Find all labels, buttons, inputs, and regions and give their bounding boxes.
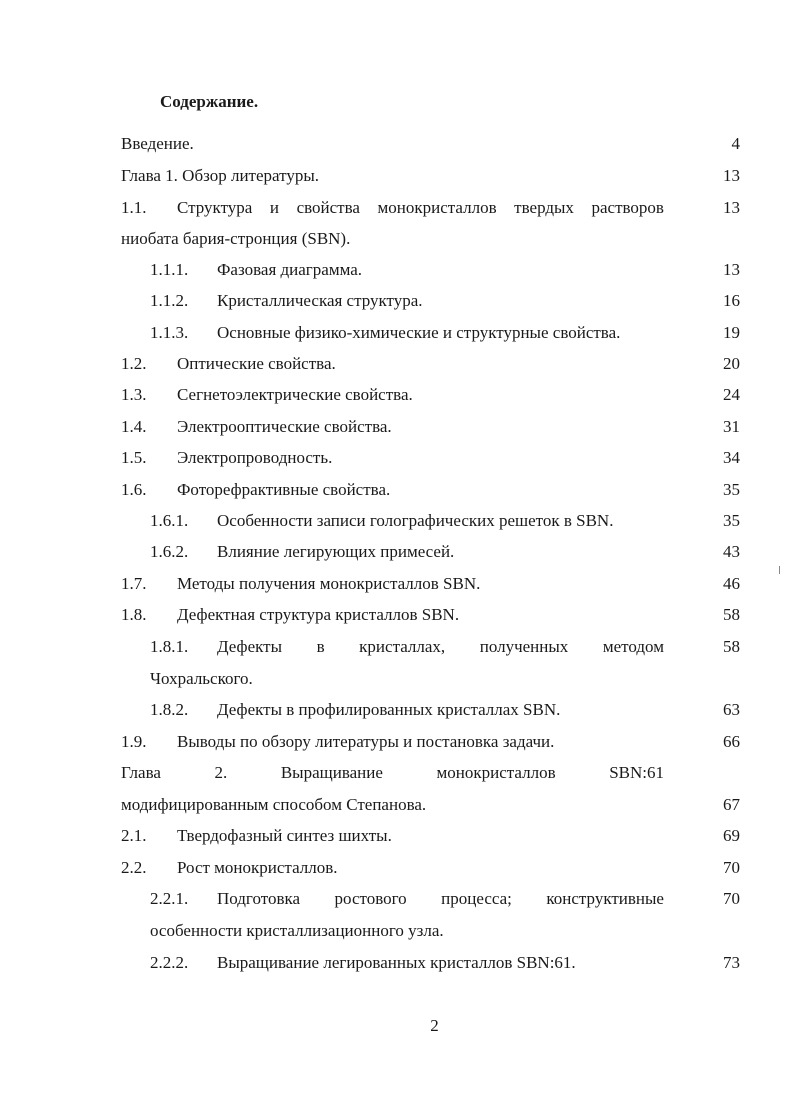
toc-entry-page: 66 xyxy=(723,732,740,751)
toc-entry-page: 34 xyxy=(723,448,740,467)
toc-entry-1-1-continued xyxy=(0,226,799,252)
toc-word: твердых xyxy=(514,198,574,217)
toc-entry-number: 1.1.3. xyxy=(150,323,189,342)
toc-word: 2. xyxy=(214,763,228,782)
toc-word: монокристаллов xyxy=(436,763,556,782)
toc-entry-text: Дефекты в профилированных кристаллах SBN. xyxy=(217,700,561,719)
toc-entry-number: 1.9. xyxy=(121,732,147,751)
toc-entry-text: Дефектная структура кристаллов SBN. xyxy=(177,605,460,624)
toc-entry-number: 1.1.1. xyxy=(150,260,189,279)
toc-entry-1-1-2 xyxy=(0,288,799,314)
toc-entry-1-1 xyxy=(0,195,799,221)
toc-entry-1-6-1 xyxy=(0,508,799,534)
toc-entry-page: 13 xyxy=(723,198,740,217)
toc-entry-number: 1.1.2. xyxy=(150,291,189,310)
toc-entry-page: 24 xyxy=(723,385,740,404)
toc-entry-1-3 xyxy=(0,382,799,408)
toc-entry-number: 1.4. xyxy=(121,417,147,436)
toc-entry-page: 70 xyxy=(723,889,740,908)
toc-entry-text: Сегнетоэлектрические свойства. xyxy=(177,385,413,404)
toc-entry-number: 1.5. xyxy=(121,448,147,467)
toc-entry-page: 35 xyxy=(723,511,740,530)
toc-word: SBN:61 xyxy=(609,763,664,782)
toc-entry-page: 63 xyxy=(723,700,740,719)
toc-entry-text-justified xyxy=(177,195,664,221)
toc-entry-page: 73 xyxy=(723,953,740,972)
toc-entry-text: Глава 1. Обзор литературы. xyxy=(121,166,320,185)
toc-entry-text: Твердофазный синтез шихты. xyxy=(177,826,392,845)
toc-entry-chapter-2-continued xyxy=(0,792,799,818)
toc-entry-1-6-2 xyxy=(0,539,799,565)
toc-entry-1-6 xyxy=(0,477,799,503)
toc-word: в xyxy=(316,637,325,656)
toc-entry-page: 69 xyxy=(723,826,740,845)
toc-entry-text: ниобата бария-стронция (SBN). xyxy=(121,229,351,248)
toc-entry-text: Электрооптические свойства. xyxy=(177,417,392,436)
toc-entry-text: Фазовая диаграмма. xyxy=(217,260,363,279)
toc-title: Содержание. xyxy=(160,92,259,111)
toc-entry-1-8 xyxy=(0,602,799,628)
toc-word: Глава xyxy=(121,763,161,782)
toc-entry-2-2-2 xyxy=(0,950,799,976)
toc-entry-page: 16 xyxy=(723,291,740,310)
page-number: 2 xyxy=(430,1016,439,1035)
toc-entry-text-justified xyxy=(121,760,664,786)
toc-entry-page: 43 xyxy=(723,542,740,561)
toc-entry-text-justified xyxy=(217,886,664,912)
toc-entry-text: Фоторефрактивные свойства. xyxy=(177,480,391,499)
toc-entry-text: Оптические свойства. xyxy=(177,354,336,373)
toc-entry-text: Влияние легирующих примесей. xyxy=(217,542,455,561)
toc-entry-text: Выращивание легированных кристаллов SBN:61. xyxy=(217,953,576,972)
toc-entry-page: 13 xyxy=(723,166,740,185)
toc-entry-1-2 xyxy=(0,351,799,377)
toc-entry-page: 13 xyxy=(723,260,740,279)
toc-entry-text: Чохральского. xyxy=(150,669,253,688)
toc-entry-number: 1.6.2. xyxy=(150,542,189,561)
toc-entry-1-1-3 xyxy=(0,320,799,346)
toc-entry-text: Электропроводность. xyxy=(177,448,333,467)
toc-entry-number: 1.3. xyxy=(121,385,147,404)
toc-entry-text: Рост монокристаллов. xyxy=(177,858,338,877)
toc-entry-page: 67 xyxy=(723,795,740,814)
toc-word: монокристаллов xyxy=(377,198,497,217)
toc-word: процесса; xyxy=(441,889,512,908)
toc-entry-text: Введение. xyxy=(121,134,194,153)
toc-entry-2-2-1-continued xyxy=(0,918,799,944)
toc-word: конструктивные xyxy=(546,889,664,908)
toc-word: полученных xyxy=(479,637,569,656)
toc-entry-2-1 xyxy=(0,823,799,849)
toc-word: Выращивание xyxy=(280,763,383,782)
toc-entry-1-8-2 xyxy=(0,697,799,723)
toc-word: свойства xyxy=(296,198,360,217)
toc-entry-number: 1.8. xyxy=(121,605,147,624)
toc-entry-number: 1.8.2. xyxy=(150,700,189,719)
toc-word: Структура xyxy=(177,198,253,217)
toc-entry-text: Особенности записи голографических решеток в SBN. xyxy=(217,511,614,530)
toc-entry-number: 2.2.2. xyxy=(150,953,189,972)
toc-word: растворов xyxy=(591,198,664,217)
toc-entry-chapter-1 xyxy=(0,163,799,189)
toc-entry-text: модифицированным способом Степанова. xyxy=(121,795,427,814)
toc-entry-text: Основные физико-химические и структурные свойства. xyxy=(217,323,621,342)
toc-entry-page: 70 xyxy=(723,858,740,877)
toc-entry-page: 20 xyxy=(723,354,740,373)
toc-entry-1-9 xyxy=(0,729,799,755)
toc-entry-1-5 xyxy=(0,445,799,471)
toc-entry-page: 4 xyxy=(731,134,740,153)
toc-word: методом xyxy=(602,637,664,656)
toc-entry-page: 35 xyxy=(723,480,740,499)
toc-entry-1-4 xyxy=(0,414,799,440)
toc-entry-1-8-1 xyxy=(0,634,799,660)
toc-entry-text: Методы получения монокристаллов SBN. xyxy=(177,574,481,593)
toc-entry-page: 58 xyxy=(723,605,740,624)
toc-entry-number: 1.1. xyxy=(121,198,147,217)
toc-entry-page: 46 xyxy=(723,574,740,593)
toc-entry-number: 1.6.1. xyxy=(150,511,189,530)
toc-entry-text-justified xyxy=(217,634,664,660)
scan-artifact xyxy=(779,566,780,574)
toc-word: ростового xyxy=(334,889,407,908)
toc-entry-2-2-1 xyxy=(0,886,799,912)
toc-word: и xyxy=(269,198,279,217)
toc-entry-number: 1.6. xyxy=(121,480,147,499)
toc-entry-page: 31 xyxy=(723,417,740,436)
toc-entry-number: 2.2. xyxy=(121,858,147,877)
toc-entry-text: Выводы по обзору литературы и постановка задачи. xyxy=(177,732,555,751)
toc-entry-intro xyxy=(0,131,799,157)
toc-word: кристаллах, xyxy=(359,637,446,656)
toc-word: Дефекты xyxy=(217,637,283,656)
toc-entry-number: 1.8.1. xyxy=(150,637,189,656)
toc-entry-number: 1.2. xyxy=(121,354,147,373)
toc-entry-2-2 xyxy=(0,855,799,881)
toc-entry-1-8-1-continued xyxy=(0,666,799,692)
toc-entry-1-1-1 xyxy=(0,257,799,283)
toc-word: Подготовка xyxy=(217,889,301,908)
toc-entry-text: особенности кристаллизационного узла. xyxy=(150,921,444,940)
toc-entry-number: 2.1. xyxy=(121,826,147,845)
toc-entry-number: 1.7. xyxy=(121,574,147,593)
toc-entry-text: Кристаллическая структура. xyxy=(217,291,423,310)
toc-entry-number: 2.2.1. xyxy=(150,889,189,908)
toc-entry-page: 19 xyxy=(723,323,740,342)
toc-entry-chapter-2 xyxy=(0,760,799,786)
toc-entry-page: 58 xyxy=(723,637,740,656)
toc-entry-1-7 xyxy=(0,571,799,597)
